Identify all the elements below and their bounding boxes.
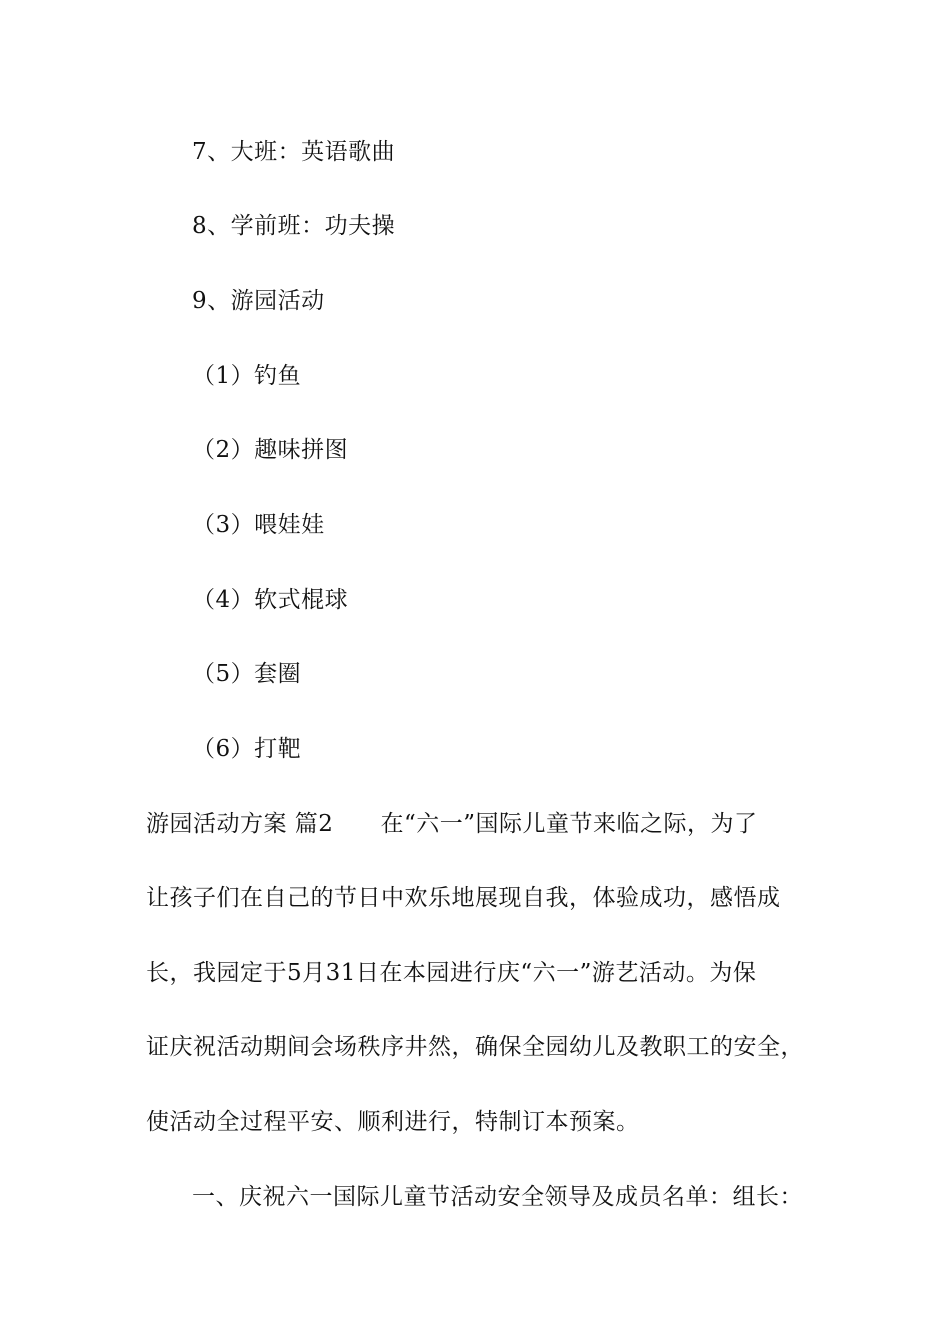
paragraph-line-5: 使活动全过程平安、顺利进行，特制订本预案。 — [146, 1109, 640, 1135]
paragraph-line-1: 游园活动方案 篇2 在“六一”国际儿童节来临之际，为了 — [146, 811, 758, 837]
list-item-8: 8、学前班：功夫操 — [192, 213, 396, 239]
paragraph-line-4: 证庆祝活动期间会场秩序井然，确保全园幼儿及教职工的安全， — [146, 1034, 804, 1060]
sub-item-1: （1）钓鱼 — [192, 363, 302, 389]
sub-item-4: （4）软式棍球 — [192, 587, 349, 613]
sub-item-6: （6）打靶 — [192, 736, 302, 762]
sub-item-3: （3）喂娃娃 — [192, 512, 325, 538]
list-item-7: 7、大班：英语歌曲 — [192, 139, 396, 165]
list-item-9: 9、游园活动 — [192, 288, 325, 314]
section-heading: 一、庆祝六一国际儿童节活动安全领导及成员名单：组长： — [192, 1184, 803, 1210]
paragraph-line-2: 让孩子们在自己的节日中欢乐地展现自我，体验成功，感悟成 — [146, 885, 781, 911]
sub-item-2: （2）趣味拼图 — [192, 437, 349, 463]
paragraph-line-3: 长，我园定于5月31日在本园进行庆“六一”游艺活动。为保 — [146, 960, 757, 986]
sub-item-5: （5）套圈 — [192, 661, 302, 687]
